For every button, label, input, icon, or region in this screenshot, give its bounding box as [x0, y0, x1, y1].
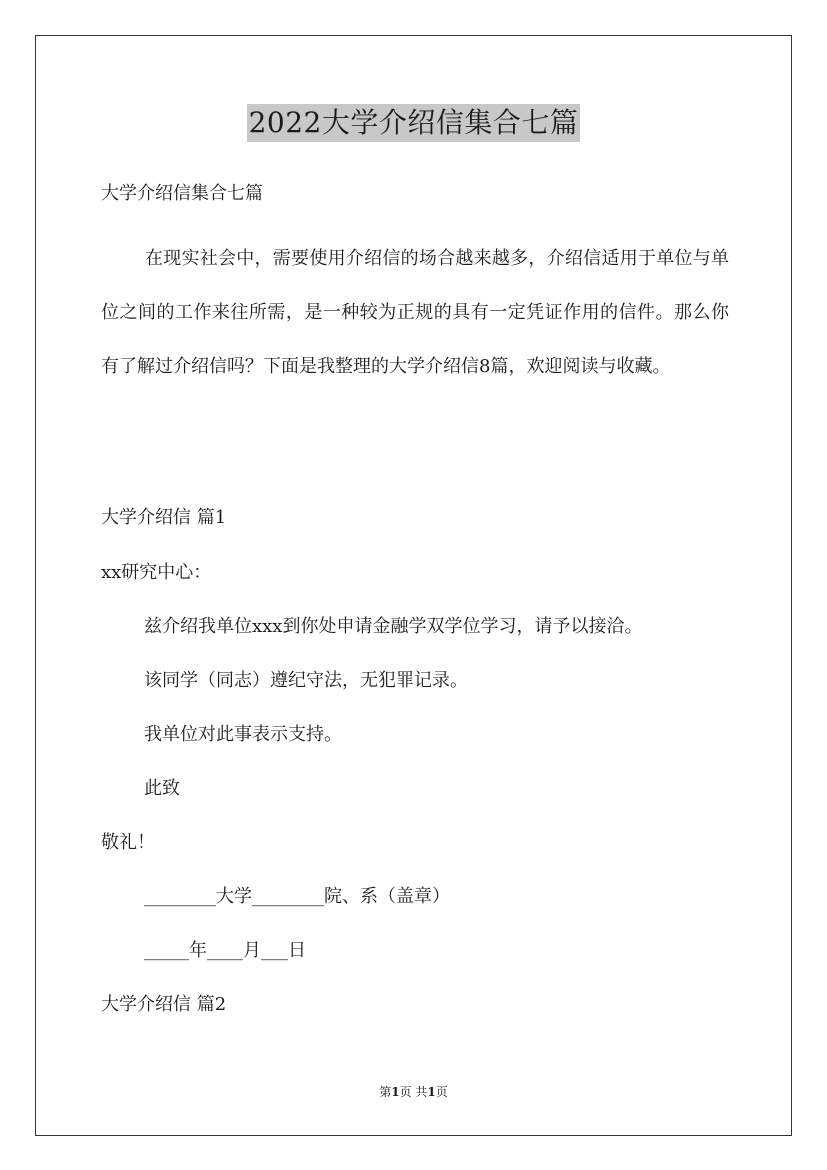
letter-signature: ________大学________院、系（盖章）: [144, 886, 450, 907]
letter-body-3: 我单位对此事表示支持。: [144, 724, 342, 745]
footer-page-number: 1: [391, 1085, 400, 1099]
footer-page-suffix: 页: [435, 1085, 448, 1099]
letter-body-2: 该同学（同志）遵纪守法，无犯罪记录。: [144, 670, 468, 691]
section-heading-2: 大学介绍信 篇2: [101, 994, 227, 1015]
footer-page-total: 1: [427, 1085, 436, 1099]
document-title: 2022大学介绍信集合七篇: [247, 104, 581, 142]
document-subtitle: 大学介绍信集合七篇: [101, 183, 263, 204]
letter-body-1: 兹介绍我单位xxx到你处申请金融学双学位学习，请予以接洽。: [144, 616, 643, 637]
letter-date: _____年____月___日: [144, 940, 306, 961]
footer-page-prefix: 第: [379, 1085, 392, 1099]
page-footer: [0, 1084, 827, 1100]
letter-closing-1: 此致: [144, 778, 180, 799]
intro-paragraph: 在现实社会中，需要使用介绍信的场合越来越多，介绍信适用于单位与单位之间的工作来往所需，是一种较为正规的具有一定凭证作用的信件。那么你有了解过介绍信吗？下面是我整理的大学介绍信8篇，欢迎阅读与收藏。: [101, 248, 729, 377]
title-container: [0, 104, 827, 142]
letter-closing-2: 敬礼！: [101, 832, 155, 853]
letter-salutation: xx研究中心：: [101, 562, 212, 583]
section-heading-1: 大学介绍信 篇1: [101, 507, 227, 528]
footer-page-mid: 页 共: [399, 1085, 428, 1099]
